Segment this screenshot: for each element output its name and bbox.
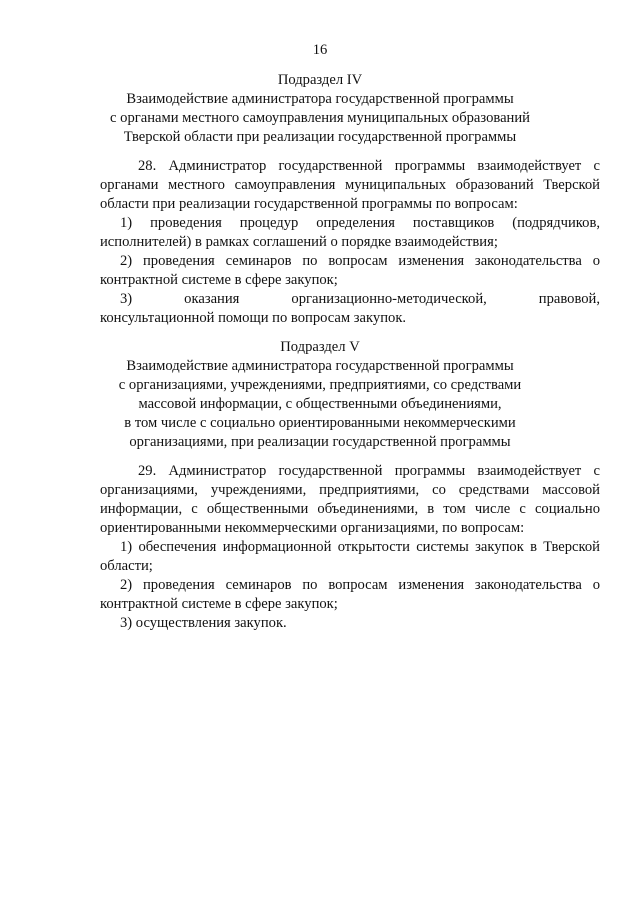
item-3-line [100, 290, 600, 309]
section-4-body [100, 157, 600, 328]
item-3-word: организационно-методической, [291, 291, 487, 307]
item-3-word: правовой, [538, 291, 600, 307]
item-1-line: области; [100, 558, 153, 574]
section-5-body [100, 462, 600, 633]
paragraph-28-line: области при реализации государственной программы по вопросам: [100, 196, 518, 212]
section-4-heading [0, 71, 640, 147]
paragraph-29-line: ориентированными некоммерческими организациями, по вопросам: [100, 520, 525, 536]
item-3-line: консультационной помощи по вопросам закупок. [100, 310, 407, 326]
paragraph-29-line: информации, с общественными объединениями, в том числе с социально [100, 501, 600, 517]
section-5-title-line: с организациями, учреждениями, предприятиями, со средствами [118, 377, 522, 393]
section-5-heading [0, 338, 640, 452]
item-2-line: 2) проведения семинаров по вопросам изменения законодательства о [120, 253, 600, 269]
item-2-line: 2) проведения семинаров по вопросам изменения законодательства о [120, 577, 600, 593]
section-4-title-line: Тверской области при реализации государственной программы [123, 129, 517, 145]
section-4-label: Подраздел IV [277, 72, 363, 88]
item-1-line: исполнителей) в рамках соглашений о порядке взаимодействия; [100, 234, 498, 250]
item-3-word: оказания [184, 291, 240, 307]
item-2-line: контрактной системе в сфере закупок; [100, 272, 338, 288]
paragraph-29-line: 29. Администратор государственной программы взаимодействует с [138, 463, 600, 479]
paragraph-29-line: организациями, учреждениями, предприятиями, со средствами массовой [100, 482, 600, 498]
page-number: 16 [312, 42, 328, 58]
section-5-title-line: в том числе с социально ориентированными некоммерческими [124, 415, 516, 431]
item-2-line: контрактной системе в сфере закупок; [100, 596, 338, 612]
section-4-title-line: Взаимодействие администратора государственной программы [126, 91, 514, 107]
paragraph-28-line: органами местного самоуправления муниципальных образований Тверской [100, 177, 600, 193]
item-1-line: 1) проведения процедур определения поставщиков (подрядчиков, [120, 215, 600, 231]
paragraph-28-line: 28. Администратор государственной программы взаимодействует с [138, 158, 600, 174]
section-5-title-line: Взаимодействие администратора государственной программы [126, 358, 514, 374]
item-1-line: 1) обеспечения информационной открытости системы закупок в Тверской [120, 539, 600, 555]
item-3-line: 3) осуществления закупок. [120, 615, 287, 631]
section-4-title-line: с органами местного самоуправления муниципальных образований [110, 110, 530, 126]
item-3-word: 3) [120, 291, 133, 307]
section-5-title-line: организациями, при реализации государственной программы [129, 434, 511, 450]
section-5-label: Подраздел V [280, 339, 360, 355]
section-5-title-line: массовой информации, с общественными объединениями, [138, 396, 502, 412]
